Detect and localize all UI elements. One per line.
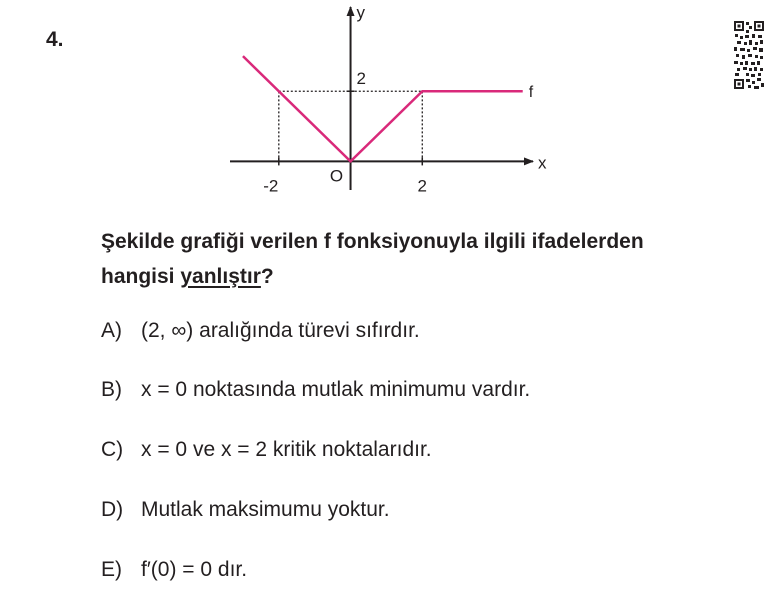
function-curve <box>243 56 523 161</box>
option-a[interactable] <box>101 319 420 343</box>
x-tick-label: 2 <box>417 176 428 196</box>
question-number: 4. <box>46 28 64 51</box>
option-letter: D) <box>101 498 124 521</box>
y-tick-label: 2 <box>356 69 367 89</box>
question-stem <box>101 224 741 294</box>
origin-label: O <box>329 166 344 186</box>
stem-emphasis: yanlıştır <box>180 265 261 288</box>
option-e[interactable] <box>101 558 247 582</box>
option-d[interactable] <box>101 498 390 522</box>
option-letter: B) <box>101 378 122 401</box>
stem-line-2 <box>101 259 741 294</box>
option-text: Mutlak maksimumu yoktur. <box>141 498 390 521</box>
x-tick-label: -2 <box>263 176 279 196</box>
option-letter: E) <box>101 558 122 581</box>
option-letter: C) <box>101 438 124 461</box>
y-axis-label: y <box>356 3 366 22</box>
option-letter: A) <box>101 319 122 342</box>
option-c[interactable] <box>101 438 432 462</box>
stem-line-1: Şekilde grafiği verilen f fonksiyonuyla ilgili ifadelerden <box>101 230 644 253</box>
x-axis-label: x <box>538 153 547 173</box>
option-text: f′(0) = 0 dır. <box>141 558 248 581</box>
option-b[interactable] <box>101 378 530 402</box>
option-text: x = 0 noktasında mutlak minimumu vardır. <box>141 378 531 401</box>
option-text: (2, ∞) aralığında türevi sıfırdır. <box>141 319 420 342</box>
function-graph <box>225 0 555 200</box>
function-label: f <box>528 84 534 102</box>
qr-code-icon <box>734 21 764 89</box>
option-text: x = 0 ve x = 2 kritik noktalarıdır. <box>141 438 432 461</box>
stem-text: hangisi <box>101 265 181 288</box>
stem-punctuation: ? <box>260 265 274 288</box>
